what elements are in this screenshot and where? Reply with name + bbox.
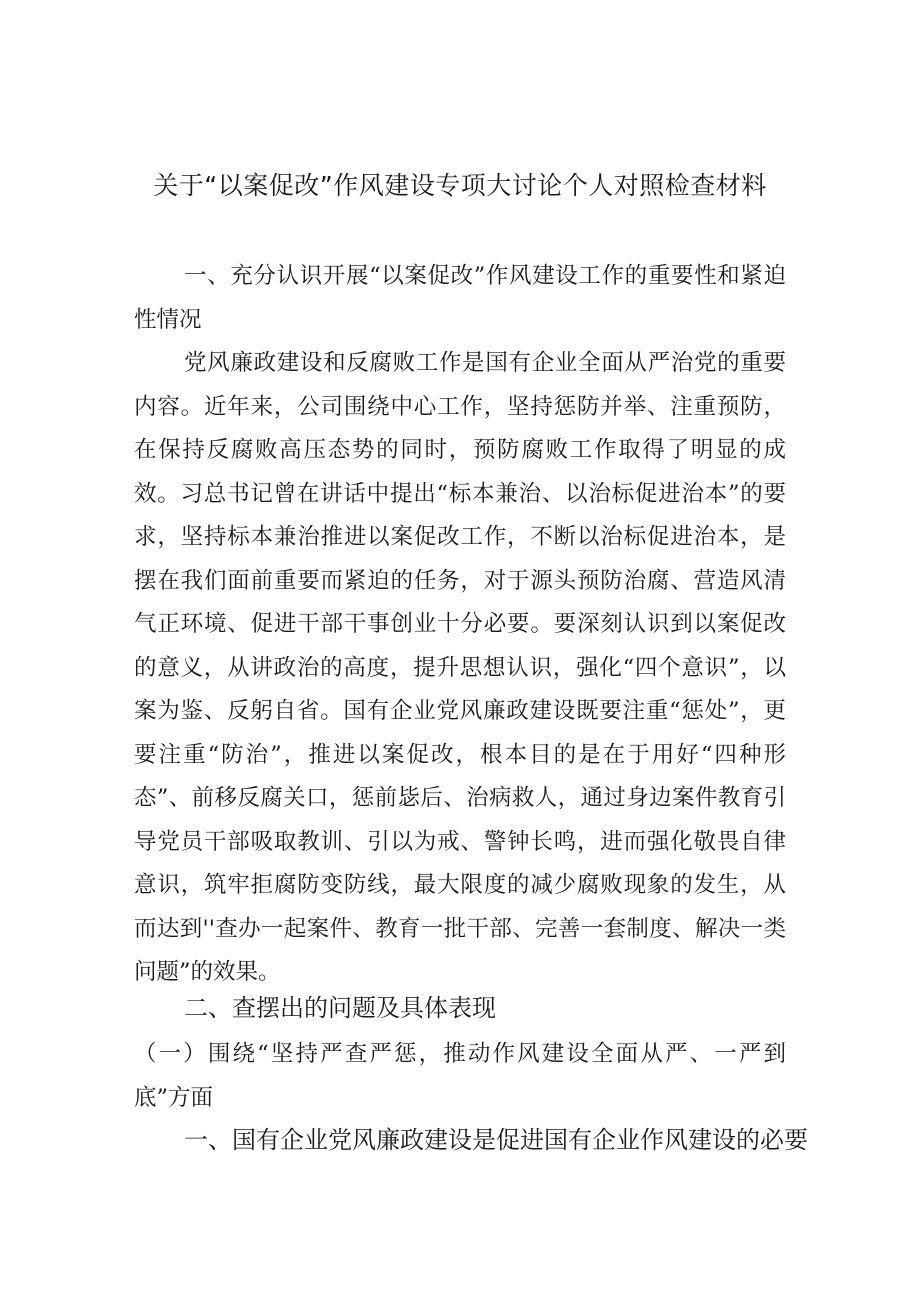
section-1-heading: 一、充分认识开展“以案促改”作风建设工作的重要性和紧迫性情况 xyxy=(134,263,786,333)
document-title: 关于“以案促改”作风建设专项大讨论个人对照检查材料 xyxy=(153,171,767,200)
section-1-paragraph: 党风廉政建设和反腐败工作是国有企业全面从严治党的重要内容。近年来，公司围绕中心工作，坚持惩防并举、注重预防，在保持反腐败高压态势的同时，预防腐败工作取得了明显的成效。习总书记曾在讲话中提出“标本兼治、以治标促进治本”的要求，坚持标本兼治推进以案促改工作，不断以治标促进治本，是摆在我们面前重要而紧迫的任务，对于源头预防治腐、营造风清气正环境、促进干部干事创业十分必要。要深刻认识到以案促改的意义，从讲政治的高度，提升思想认识，强化“四个意识”，以案为鉴、反躬自省。国有企业党风廉政建设既要注重“惩处”，更要注重“防治”，推进以案促改，根本目的是在于用好“四种形态”、前移反腐关口，惩前毖后、治病救人，通过身边案件教育引导党员干部吸取教训、引以为戒、警钟长鸣，进而强化敬畏自律意识，筑牢拒腐防变防线，最大限度的减少腐败现象的发生，从而达到''查办一起案件、教育一批干部、完善一套制度、解决一类问题”的效果。 xyxy=(134,350,786,985)
section-2-heading: 二、查摆出的问题及具体表现 xyxy=(184,994,496,1022)
section-3-heading: 一、国有企业党风廉政建设是促进国有企业作风建设的必要 xyxy=(184,1126,808,1154)
subsection-1-heading: （一）围绕“坚持严查严惩，推动作风建设全面从严、一严到底”方面 xyxy=(134,1041,786,1111)
